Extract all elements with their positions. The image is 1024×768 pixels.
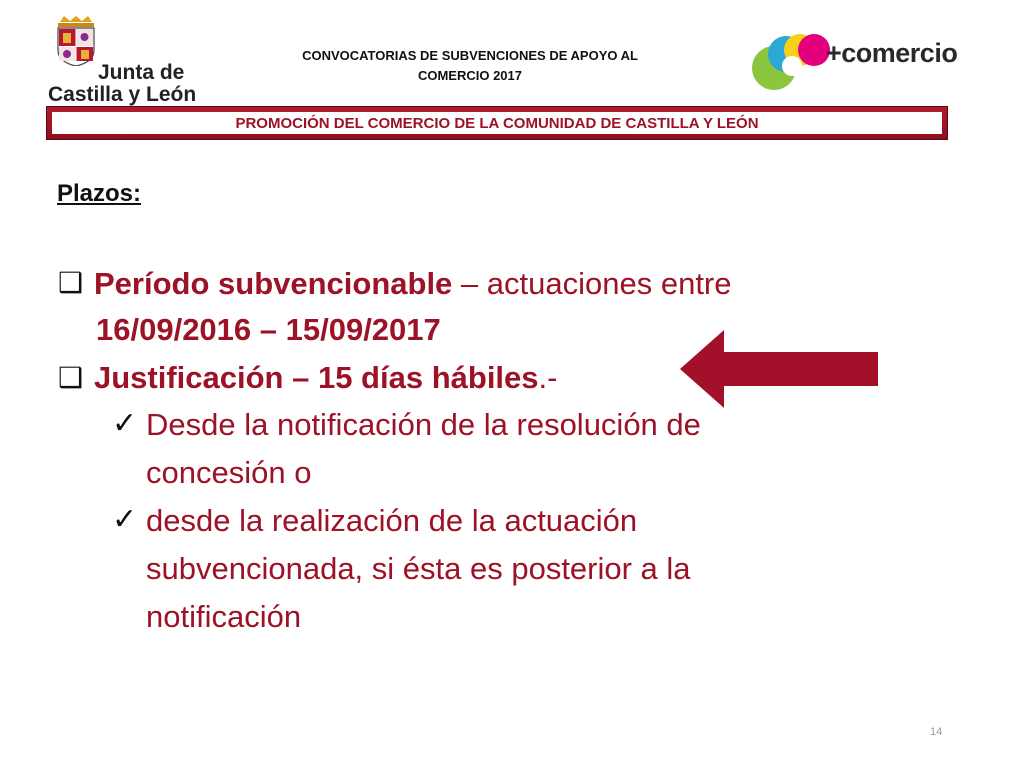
comercio-circles-icon bbox=[748, 26, 838, 98]
check-item-1-line1: Desde la notificación de la resolución de bbox=[146, 407, 701, 442]
square-bullet-icon: ❑ bbox=[58, 362, 84, 393]
justificacion-label: Justificación – 15 días hábiles bbox=[94, 360, 539, 395]
left-arrow-icon bbox=[680, 330, 880, 408]
header-title-line2: COMERCIO 2017 bbox=[417, 68, 523, 83]
checkmark-icon: ✓ bbox=[112, 407, 138, 440]
page-number: 14 bbox=[930, 726, 943, 738]
square-bullet-icon: ❑ bbox=[58, 267, 84, 298]
logo-text-castilla-leon: Castilla y León bbox=[48, 83, 197, 106]
banner bbox=[46, 106, 948, 140]
periodo-label: Período subvencionable bbox=[94, 266, 453, 301]
junta-castilla-leon-logo bbox=[44, 14, 197, 106]
check-item-2-line2: subvencionada, si ésta es posterior a la bbox=[146, 551, 691, 586]
header-title-line1: CONVOCATORIAS DE SUBVENCIONES DE APOYO AL bbox=[302, 48, 638, 63]
check-item-2-line1: desde la realización de la actuación bbox=[146, 503, 638, 538]
justificacion-suffix: .- bbox=[538, 360, 558, 395]
logo-text-junta: Junta de bbox=[98, 61, 185, 84]
section-heading: Plazos: bbox=[57, 180, 142, 207]
periodo-description: – actuaciones entre bbox=[452, 266, 732, 301]
list-item-periodo bbox=[94, 264, 732, 304]
comercio-logo-text: +comercio bbox=[826, 38, 958, 68]
list-item-justificacion bbox=[94, 358, 557, 398]
check-item-1-line2: concesión o bbox=[146, 455, 312, 490]
header-title bbox=[260, 46, 680, 86]
check-item-2-line3: notificación bbox=[146, 599, 302, 634]
checkmark-icon: ✓ bbox=[112, 503, 138, 536]
periodo-dates: 16/09/2016 – 15/09/2017 bbox=[96, 312, 441, 347]
coat-of-arms-icon bbox=[54, 16, 98, 66]
mas-comercio-logo bbox=[748, 26, 958, 98]
banner-title: PROMOCIÓN DEL COMERCIO DE LA COMUNIDAD DE CASTILLA Y LEÓN bbox=[235, 114, 759, 132]
